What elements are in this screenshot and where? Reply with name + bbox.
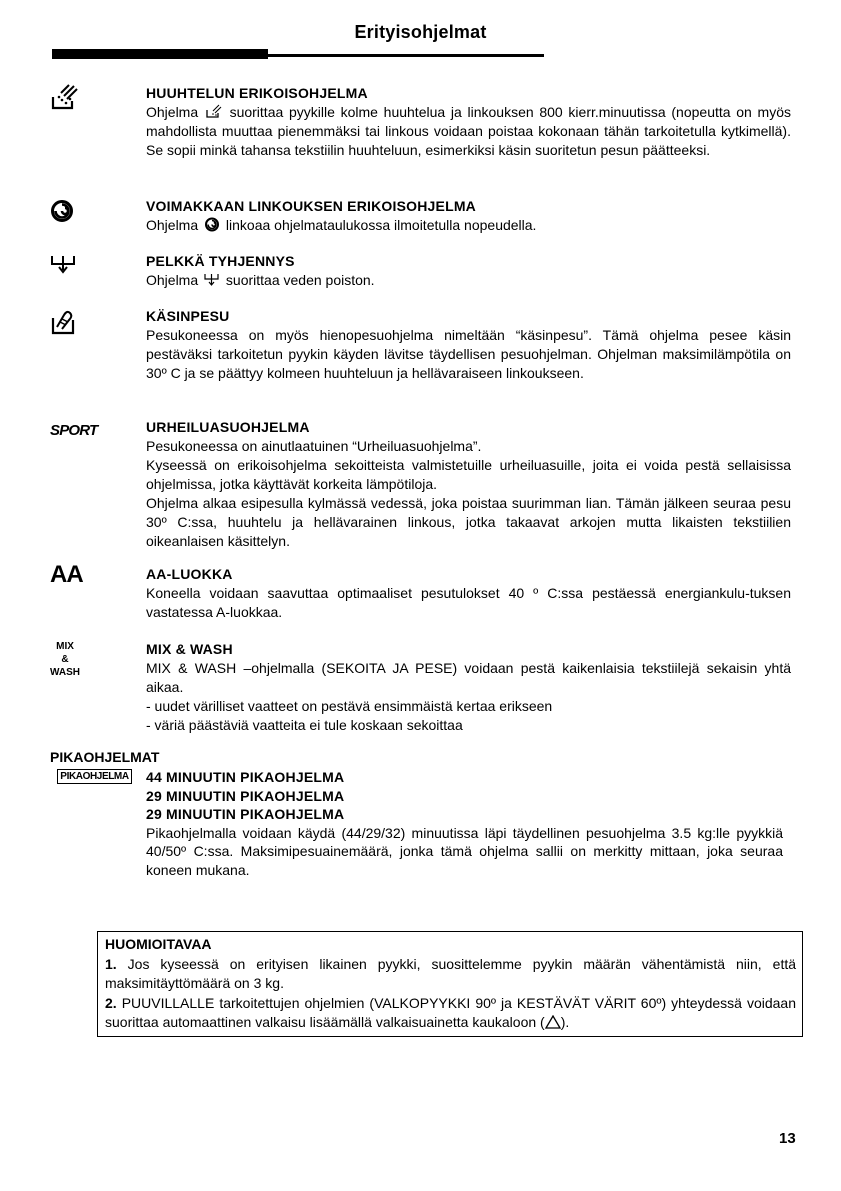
section-hand-wash xyxy=(146,307,791,383)
section-body-line: Pesukoneessa on ainutlaatuinen “Urheiluasuohjelma”. xyxy=(146,438,482,454)
section-body-line: Ohjelma alkaa esipesulla kylmässä vedessä, joka poistaa suurimman lian. Tämän jälkeen seuraa pesu 30º C:ssa, huuhtelu ja hellävarainen linkous, jotka takaavat arkojen mutta likaisten tekstiilien oikeanlaisen käsittelyn. xyxy=(146,495,791,549)
pika-title: 44 MINUUTIN PIKAOHJELMA xyxy=(146,769,345,785)
rinse-icon xyxy=(50,84,80,112)
section-heading: PELKKÄ TYHJENNYS xyxy=(146,253,295,269)
note-heading: HUOMIOITAVAA xyxy=(105,936,212,952)
note-item-number: 2. xyxy=(105,994,117,1011)
page-number: 13 xyxy=(779,1130,796,1147)
section-heading: MIX & WASH xyxy=(146,641,233,657)
rinse-icon xyxy=(206,104,222,119)
section-heading: VOIMAKKAAN LINKOUKSEN ERIKOISOHJELMA xyxy=(146,198,476,214)
body-text-start: Ohjelma xyxy=(146,217,203,233)
header-rule-thin xyxy=(268,54,544,57)
section-heading: KÄSINPESU xyxy=(146,308,230,324)
header-rule-thick xyxy=(52,49,268,59)
mix-label-line: WASH xyxy=(50,667,80,678)
mix-label-line: MIX xyxy=(56,641,74,652)
section-drain xyxy=(146,252,791,290)
note-item: 2. PUUVILLALLE tarkoitettujen ohjelmien (VALKOPYYKKI 90º ja KESTÄVÄT VÄRIT 60º) yhteydessä voidaan suorittaa automaattinen valkaisu lisäämällä valkaisuainetta kaukaloon ( ). xyxy=(105,994,797,1030)
body-text-start: Ohjelma xyxy=(146,272,203,288)
section-heading: HUUHTELUN ERIKOISOHJELMA xyxy=(146,85,368,101)
body-text-end: linkoaa ohjelmataulukossa ilmoitetulla nopeudella. xyxy=(222,217,537,233)
section-body-line: Kyseessä on erikoisohjelma sekoitteista valmistetuille urheiluasuille, joita ei voida pestä sellaisissa ohjelmissa, jotka käyttävät korkeita lämpötiloja. xyxy=(146,457,791,492)
section-body: Pikaohjelmalla voidaan käydä (44/29/32) minuutissa läpi täydellinen pesuohjelma 3.5 kg:lle pyykkiä 40/50º C:ssa. Maksimipesuainemäärä, jonka tämä ohjelma sallii on merkitty mittaan, joka seuraa koneen mukana. xyxy=(146,824,783,878)
section-spin xyxy=(146,197,791,235)
section-body: Pesukoneessa on myös hienopesuohjelma nimeltään “käsinpesu”. Tämä ohjelma pesee käsin pestäväksi tarkoitetun pyykin käyden lävitse täydellisen pesuohjelman. Ohjelman maksimilämpötila on 30º C ja se päättyy kolmeen huuhteluun ja hellävaraiseen linkoukseen. xyxy=(146,327,791,381)
note-item-number: 1. xyxy=(105,955,117,972)
pika-badge-text: PIKAOHJELMA xyxy=(60,771,129,782)
aa-label: AA xyxy=(50,561,83,588)
mix-label-line: & xyxy=(61,654,69,665)
page-title: Erityisohjelmat xyxy=(354,22,487,42)
drain-icon xyxy=(204,272,220,287)
section-heading: URHEILUASUOHJELMA xyxy=(146,419,310,435)
section-pika xyxy=(146,768,791,879)
section-body xyxy=(146,103,791,160)
note-item-text: PUUVILLALLE tarkoitettujen ohjelmien (VALKOPYYKKI 90º ja KESTÄVÄT VÄRIT 60º) yhteydessä voidaan suorittaa automaattinen valkaisu lisäämällä valkaisuainetta kaukaloon xyxy=(105,994,797,1030)
section-mix-wash xyxy=(146,640,791,735)
spin-icon xyxy=(204,217,220,232)
mix-wash-label xyxy=(47,640,83,679)
section-heading: AA-LUOKKA xyxy=(146,566,233,582)
note-item-end: ). xyxy=(560,1014,570,1030)
section-aa xyxy=(146,565,791,622)
note-box xyxy=(97,931,803,1037)
drain-icon xyxy=(50,253,78,275)
spin-icon xyxy=(50,199,74,223)
section-body: Koneella voidaan saavuttaa optimaaliset pesutulokset 40 º C:ssa pestäessä energiankulu-tuksen vastatessa A-luokkaa. xyxy=(146,585,791,620)
sport-label: SPORT xyxy=(50,422,98,439)
body-text-end: suorittaa veden poiston. xyxy=(222,272,375,288)
section-rinse xyxy=(146,84,791,160)
section-body-line: MIX & WASH –ohjelmalla (SEKOITA JA PESE) voidaan pestä kaikenlaisia tekstiilejä sekaisin yhtä aikaa. xyxy=(146,660,791,695)
section-sport xyxy=(146,418,791,551)
section-body xyxy=(146,216,791,235)
pika-title: 29 MINUUTIN PIKAOHJELMA xyxy=(146,787,345,804)
body-text-start: Ohjelma xyxy=(146,104,204,120)
note-item-text: Jos kyseessä on erityisen likainen pyykki, suosittelemme pyykin määrän vähentämistä niin, että maksimitäyttömäärä on 3 kg. xyxy=(105,955,797,991)
pika-title: 29 MINUUTIN PIKAOHJELMA xyxy=(146,806,345,822)
hand-wash-icon xyxy=(50,306,78,336)
pika-badge xyxy=(57,769,132,784)
section-body-line: - uudet värilliset vaatteet on pestävä ensimmäistä kertaa erikseen xyxy=(146,698,553,714)
body-text-end: suorittaa pyykille kolme huuhtelua ja linkouksen 800 kierr.minuutissa (nopeutta on myös mahdollista muuttaa pienemmäksi tai linkous voidaan poistaa kokonaan tähän tarkoitetulla kytkimellä). Se sopii minkä tahansa tekstiilin huuhteluun, esimerkiksi käsin suoritetun pesun päätteeksi. xyxy=(146,104,791,158)
section-body-line: - väriä päästäviä vaatteita ei tule koskaan sekoittaa xyxy=(146,717,463,733)
bleach-triangle-icon xyxy=(545,1015,561,1029)
section-body xyxy=(146,271,791,290)
note-item xyxy=(105,955,796,994)
pika-heading: PIKAOHJELMAT xyxy=(50,749,160,765)
